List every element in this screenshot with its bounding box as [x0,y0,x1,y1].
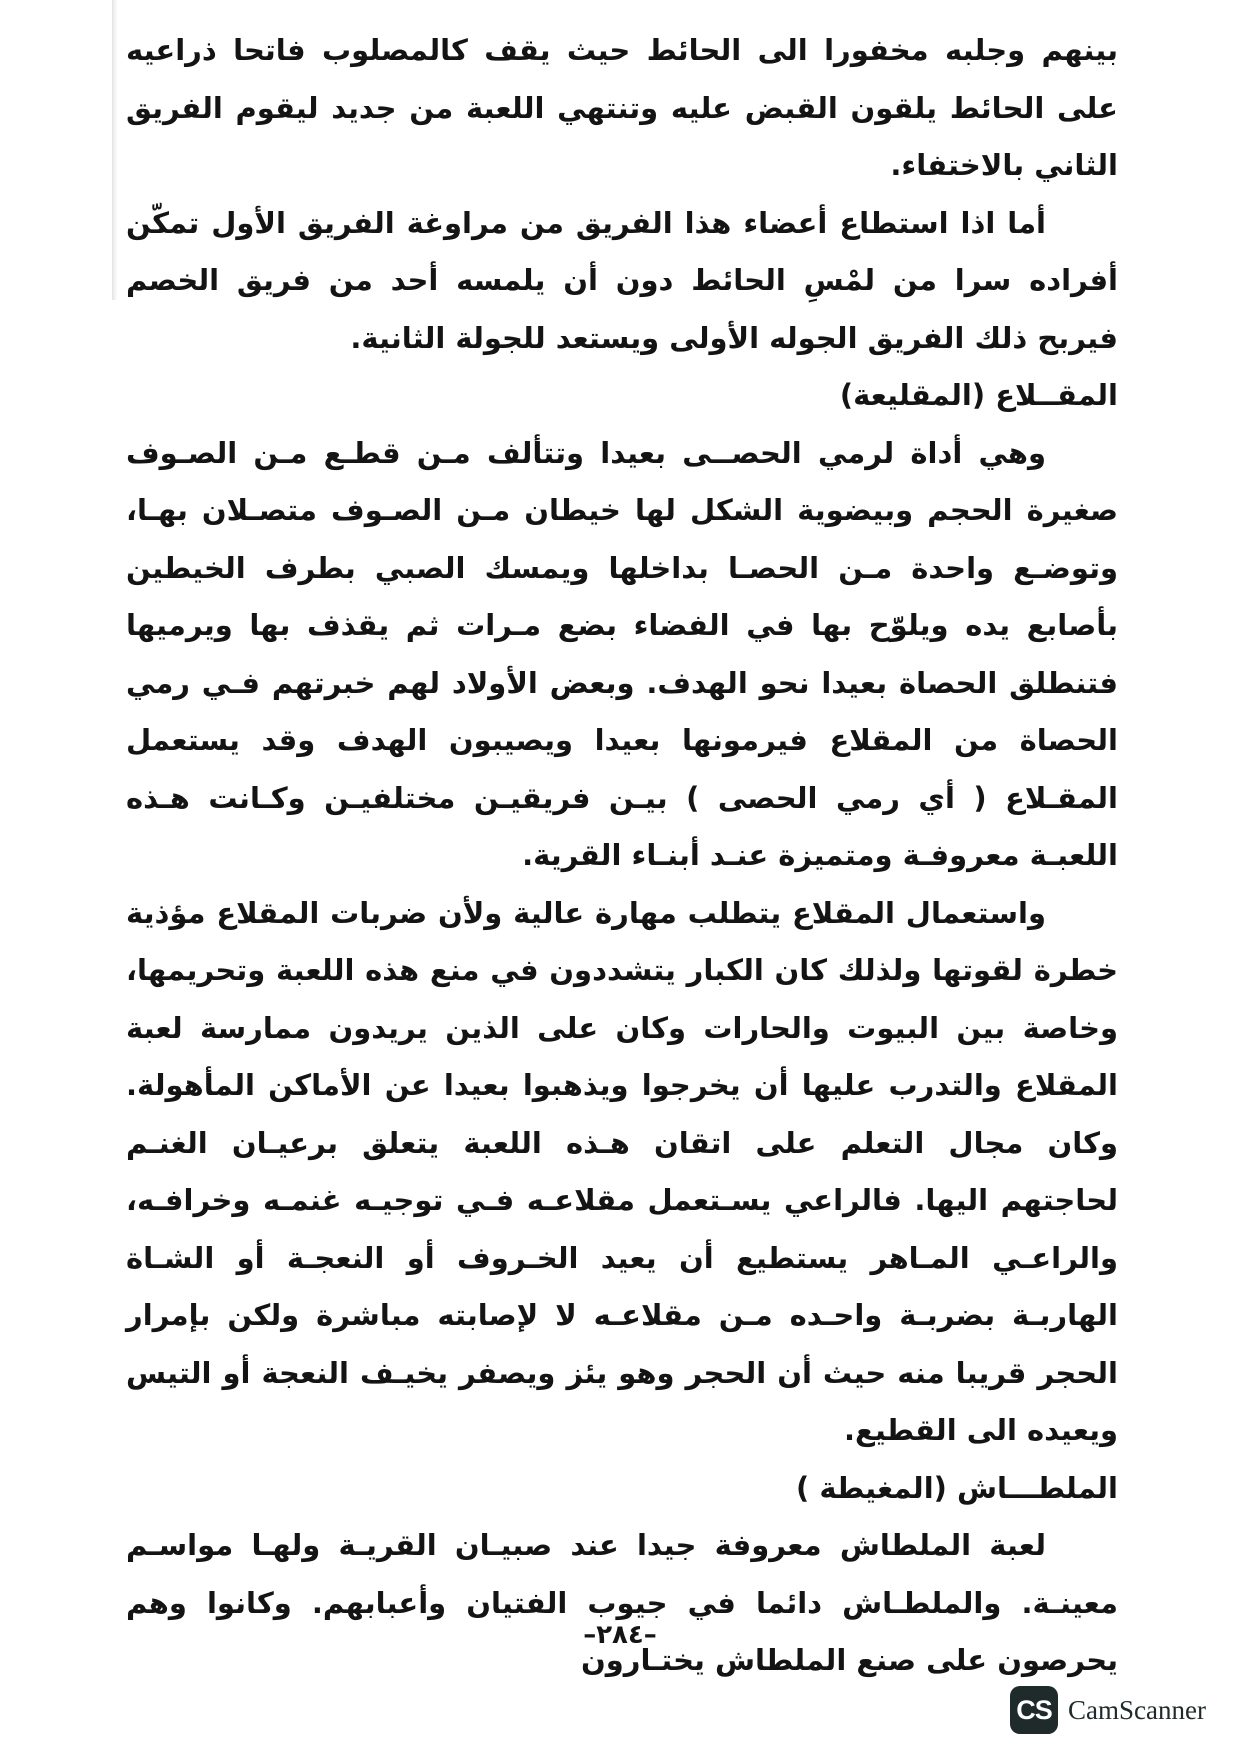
paragraph: لعبة الملطاش معروفة جيدا عند صبيـان القريـة ولهـا مواسـم معينـة. والملطـاش دائما في جيوب الفتيان وأعبابهم. وكانوا وهم يحرصون على صنع الملطاش يختـارون [126,1528,1118,1677]
document-body [126,22,1118,1690]
page-number: –٢٨٤– [583,1620,657,1650]
paragraph: واستعمال المقلاع يتطلب مهارة عالية ولأن ضربات المقلاع مؤذية خطرة لقوتها ولذلك كان الكبار يتشددون في منع هذه اللعبة وتحريمها، وخاصة بين البيوت والحارات وكان على الذين يريدون ممارسة لعبة المقلاع والتدرب عليها أن يخرجوا ويذهبوا بعيدا عن الأماكن المأهولة. وكان مجال التعلم على اتقان هـذه اللعبة يتعلق برعيـان الغنـم لحاجتهم اليها. فالراعي يسـتعمل مقلاعـه فـي توجيـه غنمـه وخرافـه، والراعـي المـاهر يستطيع أن يعيد الخـروف أو النعجـة أو الشـاة الهاربـة بضربـة واحـده مـن مقلاعـه لا لإصابته مباشرة ولكن بإمرار الحجر قريبا منه حيث أن الحجر وهو يئز ويصفر يخيـف النعجة أو التيس ويعيده الى القطيع. [126,895,1118,1447]
page-fold-shadow [112,0,118,300]
section-heading: المقــلاع (المقليعة) [839,378,1118,412]
paragraph: أما اذا استطاع أعضاء هذا الفريق من مراوغة الفريق الأول تمكّن أفراده سرا من لمْسِ الحائط دون أن يلمسه أحد من فريق الخصم فيربح ذلك الفريق الجوله الأولى ويستعد للجولة الثانية. [126,205,1118,355]
camscanner-watermark [1010,1686,1206,1734]
paragraph-continuation: بينهم وجلبه مخفورا الى الحائط حيث يقف كالمصلوب فاتحا ذراعيه على الحائط يلقون القبض عليه وتنتهي اللعبة من جديد ليقوم الفريق الثاني بالاختفاء. [126,33,1118,182]
paragraph: وهي أداة لرمي الحصــى بعيدا وتتألف مـن قطـع مـن الصـوف صغيرة الحجم وبيضوية الشكل لها خيطان مـن الصـوف متصـلان بهـا، وتوضـع واحدة مـن الحصـا بداخلها ويمسك الصبي بطرف الخيطين بأصابع يده ويلوّح بها في الفضاء بضع مـرات ثم يقذف بها ويرميها فتنطلق الحصاة بعيدا نحو الهدف. وبعض الأولاد لهم خبرتهم فـي رمي الحصاة من المقلاع فيرمونها بعيدا ويصيبون الهدف وقد يستعمل المقـلاع ( أي رمي الحصى ) بيـن فريقيـن مختلفيـن وكـانت هـذه اللعبـة معروفـة ومتميزة عنـد أبنـاء القرية. [126,435,1118,872]
camscanner-logo-icon: CS [1010,1686,1058,1734]
section-heading: الملطـــاش (المغيطة ) [795,1470,1118,1505]
watermark-app-name: CamScanner [1068,1694,1206,1725]
